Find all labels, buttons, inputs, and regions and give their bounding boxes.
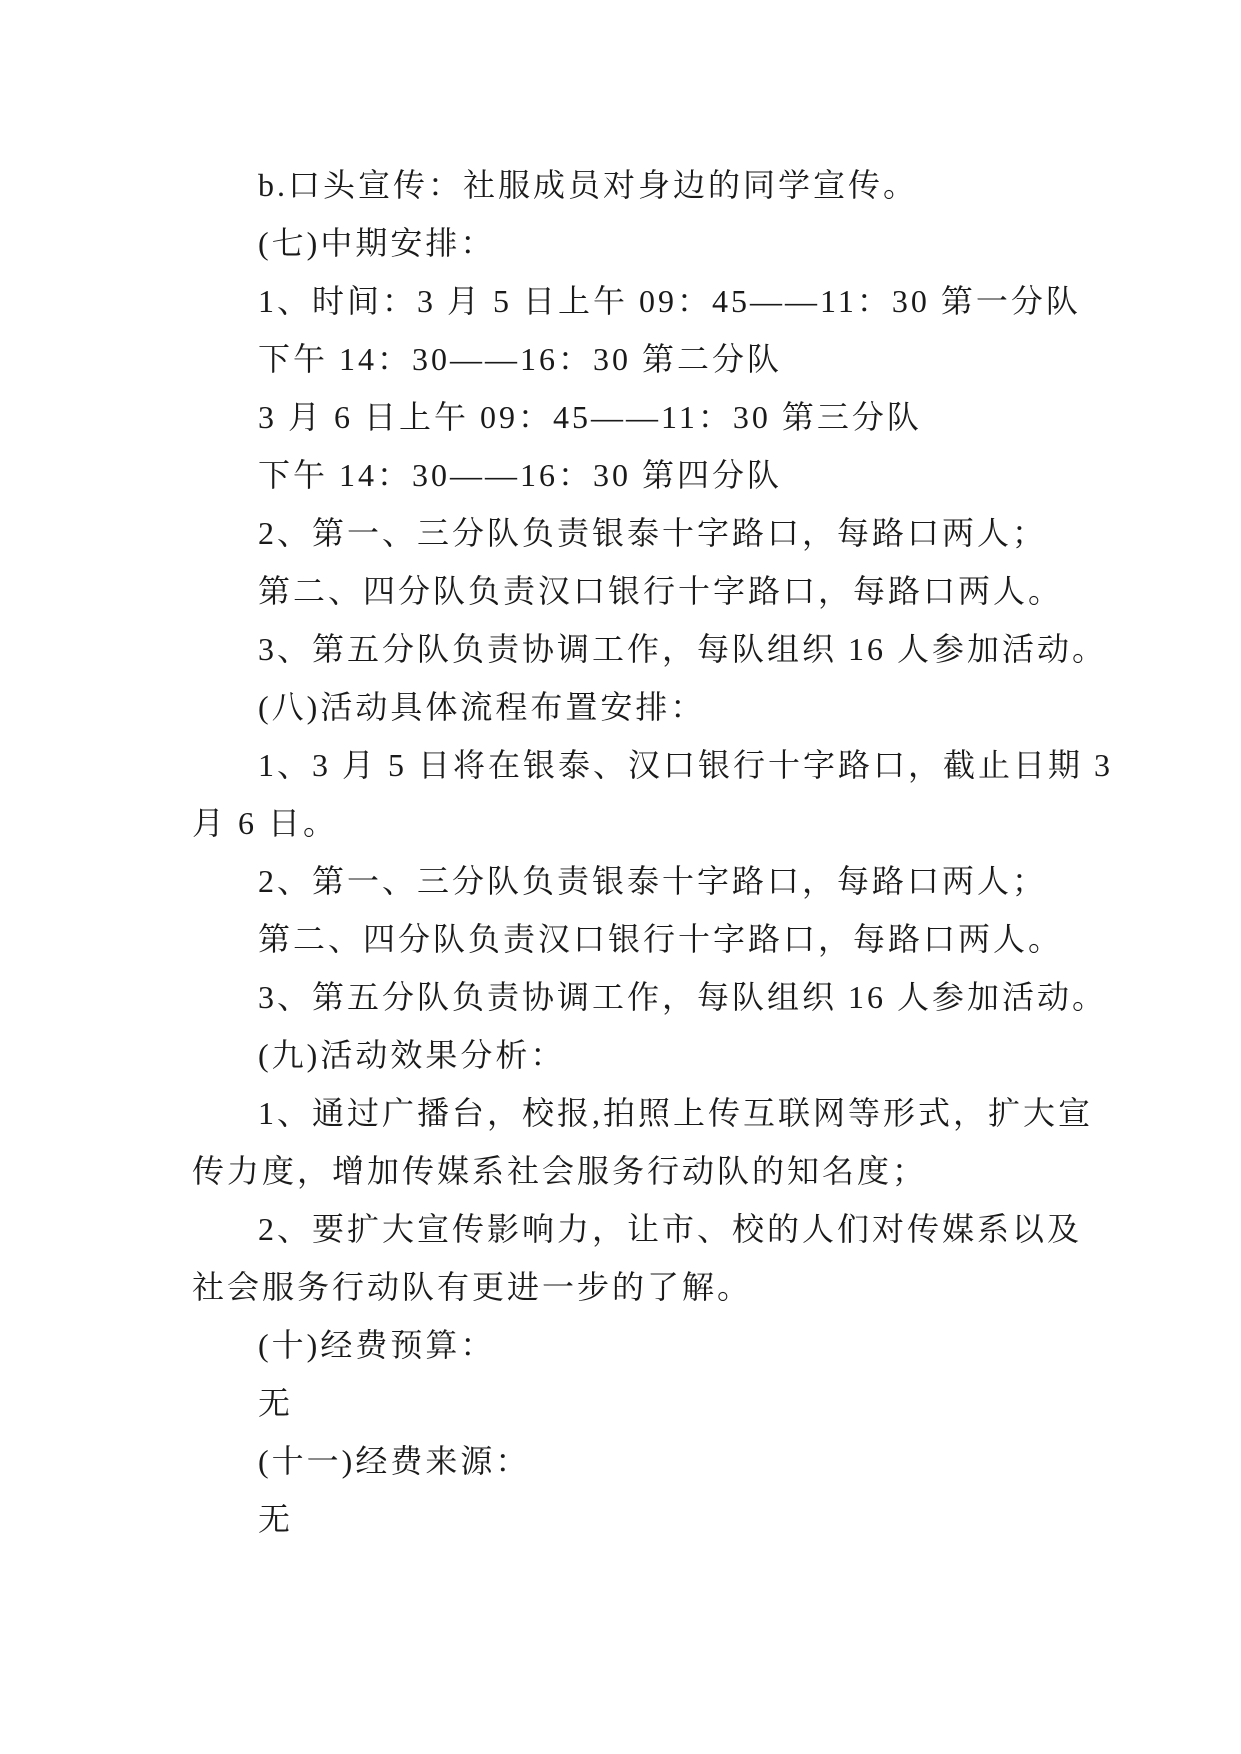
- text-line: 3 月 6 日上午 09：45——11：30 第三分队: [258, 399, 922, 435]
- text-line: 第二、四分队负责汉口银行十字路口，每路口两人。: [258, 921, 1064, 957]
- text-line: 无: [258, 1501, 294, 1537]
- text-line: 下午 14：30——16：30 第二分队: [258, 341, 783, 377]
- text-line: 1、时间：3 月 5 日上午 09：45——11：30 第一分队: [258, 283, 1081, 319]
- text-line: 无: [258, 1385, 294, 1421]
- text-line-continuation: 传力度，增加传媒系社会服务行动队的知名度；: [192, 1153, 928, 1189]
- section-heading: (八)活动具体流程布置安排：: [258, 689, 706, 725]
- text-line: b.口头宣传：社服成员对身边的同学宣传。: [258, 167, 919, 203]
- section-heading: (十一)经费来源：: [258, 1443, 531, 1479]
- text-line-continuation: 月 6 日。: [192, 805, 339, 841]
- text-line: 2、第一、三分队负责银泰十字路口，每路口两人；: [258, 863, 1048, 899]
- document-body: [192, 156, 1192, 1548]
- text-line-continuation: 社会服务行动队有更进一步的了解。: [192, 1269, 753, 1305]
- text-line: 第二、四分队负责汉口银行十字路口，每路口两人。: [258, 573, 1064, 609]
- section-heading: (九)活动效果分析：: [258, 1037, 566, 1073]
- text-line: 3、第五分队负责协调工作，每队组织 16 人参加活动。: [258, 631, 1108, 667]
- text-line: 1、通过广播台，校报,拍照上传互联网等形式，扩大宣: [258, 1095, 1094, 1131]
- text-line: 1、3 月 5 日将在银泰、汉口银行十字路口，截止日期 3: [258, 747, 1114, 783]
- text-line: 2、第一、三分队负责银泰十字路口，每路口两人；: [258, 515, 1048, 551]
- section-heading: (七)中期安排：: [258, 225, 496, 261]
- text-line: 3、第五分队负责协调工作，每队组织 16 人参加活动。: [258, 979, 1108, 1015]
- text-line: 2、要扩大宣传影响力，让市、校的人们对传媒系以及: [258, 1211, 1083, 1247]
- text-line: 下午 14：30——16：30 第四分队: [258, 457, 783, 493]
- section-heading: (十)经费预算：: [258, 1327, 496, 1363]
